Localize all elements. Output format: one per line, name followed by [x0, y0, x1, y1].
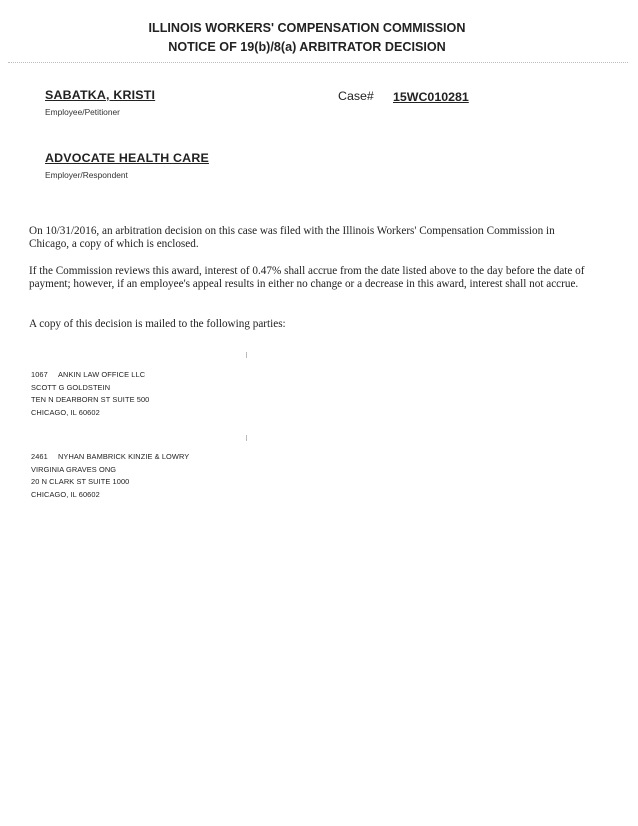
party-address-block	[31, 369, 149, 419]
employee-name: SABATKA, KRISTI	[45, 88, 156, 102]
party-city: CHICAGO, IL 60602	[31, 489, 100, 499]
party-attorney: SCOTT G GOLDSTEIN	[31, 382, 111, 392]
case-label: Case#	[338, 89, 374, 103]
header-title: ILLINOIS WORKERS' COMPENSATION COMMISSION	[148, 21, 466, 35]
scan-speck	[246, 352, 247, 358]
employee-role: Employee/Petitioner	[45, 107, 120, 117]
document-header	[0, 19, 614, 57]
case-number: 15WC010281	[393, 90, 469, 104]
filing-notice-paragraph: On 10/31/2016, an arbitration decision on this case was filed with the Illinois Workers' Compensation Commission in Chicago, a copy of which is enclosed.	[29, 225, 555, 250]
interest-paragraph: If the Commission reviews this award, interest of 0.47% shall accrue from the date listed above to the day before the date of payment; however, if an employee's appeal results in either no change or a decrease in this award, interest shall not accrue.	[29, 265, 585, 290]
scan-speck	[246, 435, 247, 441]
header-divider	[8, 62, 628, 63]
employer-name: ADVOCATE HEALTH CARE	[45, 151, 209, 165]
party-firm: ANKIN LAW OFFICE LLC	[58, 370, 146, 379]
party-street: TEN N DEARBORN ST SUITE 500	[31, 395, 150, 405]
employer-role: Employer/Respondent	[45, 170, 128, 180]
header-subtitle: NOTICE OF 19(b)/8(a) ARBITRATOR DECISION	[168, 40, 446, 54]
party-attorney: VIRGINIA GRAVES ONG	[31, 464, 117, 474]
mailing-paragraph: A copy of this decision is mailed to the following parties:	[29, 318, 286, 330]
party-street: 20 N CLARK ST SUITE 1000	[31, 477, 130, 487]
party-firm: NYHAN BAMBRICK KINZIE & LOWRY	[58, 452, 190, 461]
party-code-firm-line	[31, 369, 149, 382]
party-city: CHICAGO, IL 60602	[31, 407, 100, 417]
party-address-block	[31, 451, 189, 501]
party-code: 2461	[31, 452, 48, 461]
party-code: 1067	[31, 370, 48, 379]
party-code-firm-line	[31, 451, 189, 464]
